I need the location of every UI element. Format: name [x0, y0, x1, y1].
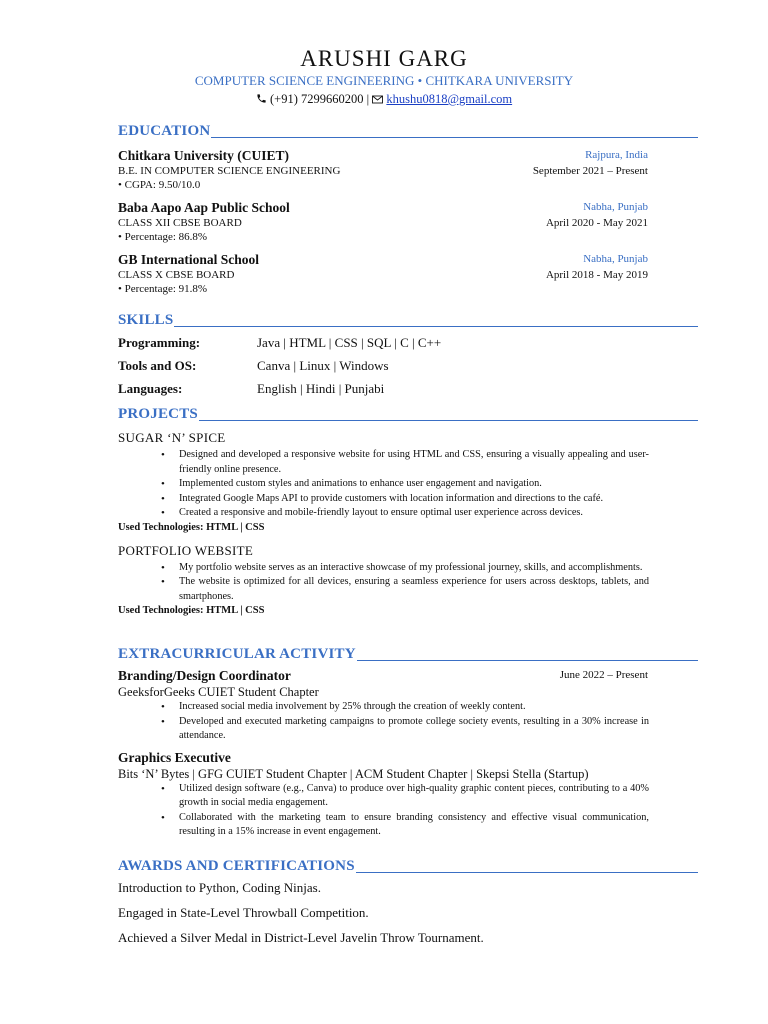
skill-label: Tools and OS:: [118, 358, 197, 373]
education-entry: [118, 148, 698, 192]
activity-dates: June 2022 – Present: [559, 669, 648, 681]
award-item: Achieved a Silver Medal in District-Level Javelin Throw Tournament.: [118, 930, 484, 945]
project-bullet: • Integrated Google Maps API to provide customers with location information and directions to the café.: [161, 492, 649, 507]
section-title-awards: AWARDS AND CERTIFICATIONS: [118, 857, 698, 875]
project-bullet: • The website is optimized for all devices, ensuring a seamless experience for users across desktops, tablets, and smartphones.: [161, 575, 649, 604]
project-bullet: • Created a responsive and mobile-friendly layout to ensure optimal user experience across devices.: [161, 506, 649, 521]
section-title-extracurricular: EXTRACURRICULAR ACTIVITY: [118, 645, 698, 663]
candidate-name: ARUSHI GARG: [300, 46, 468, 71]
activity-role: Branding/Design Coordinator: [118, 668, 291, 683]
dates: April 2020 - May 2021: [545, 217, 648, 229]
section-title-skills: SKILLS: [118, 311, 698, 329]
skills-section: [118, 311, 698, 400]
activity-org: Bits ‘N’ Bytes | GFG CUIET Student Chapter | ACM Student Chapter | Skepsi Stella (Startup): [118, 766, 589, 781]
activity-bullet: • Collaborated with the marketing team to ensure branding consistency and effective visual communication, resulting in a 15% increase in event engagement.: [161, 811, 649, 840]
skill-label: Programming:: [118, 335, 201, 350]
education-entry: [118, 252, 698, 296]
score: • CGPA: 9.50/10.0: [118, 179, 201, 191]
contact-line: [0, 91, 768, 108]
school-name: GB International School: [118, 252, 260, 267]
resume-header: [0, 46, 768, 108]
dates: April 2018 - May 2019: [545, 269, 648, 281]
skill-value: Java | HTML | CSS | SQL | C | C++: [257, 335, 442, 350]
phone-number: (+91) 7299660200: [269, 92, 364, 106]
section-title-education: EDUCATION: [118, 122, 698, 140]
activity-org: GeeksforGeeks CUIET Student Chapter: [118, 685, 319, 699]
activity-item: [118, 750, 698, 840]
school-name: Chitkara University (CUIET): [118, 148, 289, 163]
extracurricular-section: [118, 645, 698, 840]
project-bullet: • My portfolio website serves as an interactive showcase of my professional journey, skills, and accomplishments.: [161, 561, 649, 576]
activity-bullet: • Developed and executed marketing campaigns to promote college society events, resulting in a 30% increase in attendance.: [161, 715, 649, 744]
school-name: Baba Aapo Aap Public School: [118, 200, 290, 215]
email-link[interactable]: khushu0818@gmail.com: [386, 92, 513, 106]
activity-bullet: • Utilized design software (e.g., Canva) to produce over high-quality graphic content pieces, contributing to a 40% growth in social media engagement.: [161, 782, 649, 811]
activity-role: Graphics Executive: [118, 749, 231, 765]
degree: B.E. IN COMPUTER SCIENCE ENGINEERING: [118, 165, 341, 177]
candidate-subtitle: COMPUTER SCIENCE ENGINEERING • CHITKARA UNIVERSITY: [194, 73, 574, 88]
project-name: SUGAR ‘N’ SPICE: [118, 430, 226, 445]
project-item: [118, 430, 698, 535]
envelope-icon: [372, 92, 383, 108]
school-location: Nabha, Punjab: [583, 201, 648, 213]
phone-icon: [256, 92, 267, 108]
score: • Percentage: 91.8%: [118, 283, 208, 295]
project-bullet: • Designed and developed a responsive website for using HTML and CSS, ensuring a visually appealing and user-friendly online presence.: [161, 448, 649, 477]
score: • Percentage: 86.8%: [118, 231, 208, 243]
projects-section: [118, 405, 698, 618]
activity-item: [118, 668, 698, 744]
school-location: Nabha, Punjab: [583, 253, 648, 265]
skill-value: English | Hindi | Punjabi: [257, 381, 385, 396]
skill-value: Canva | Linux | Windows: [257, 358, 389, 373]
used-technologies: Used Technologies: HTML | CSS: [118, 605, 265, 616]
skill-row: [118, 377, 698, 400]
section-title-projects: PROJECTS: [118, 405, 698, 423]
skill-row: [118, 331, 698, 354]
project-name: PORTFOLIO WEBSITE: [118, 542, 254, 558]
education-section: [118, 122, 698, 296]
education-entry: [118, 200, 698, 244]
degree: CLASS XII CBSE BOARD: [118, 217, 242, 229]
project-item: [118, 543, 698, 619]
project-bullet: • Implemented custom styles and animations to enhance user engagement and navigation.: [161, 477, 649, 492]
dates: September 2021 – Present: [532, 165, 648, 177]
contact-separator: |: [366, 92, 370, 106]
awards-section: [118, 857, 698, 950]
award-item: Introduction to Python, Coding Ninjas.: [118, 880, 321, 895]
degree: CLASS X CBSE BOARD: [118, 269, 235, 281]
activity-bullet: • Increased social media involvement by 25% through the creation of weekly content.: [161, 700, 649, 715]
skill-label: Languages:: [118, 381, 183, 396]
school-location: Rajpura, India: [585, 149, 648, 161]
skill-row: [118, 354, 698, 377]
used-technologies: Used Technologies: HTML | CSS: [118, 521, 265, 533]
award-item: Engaged in State-Level Throwball Competition.: [118, 905, 369, 920]
